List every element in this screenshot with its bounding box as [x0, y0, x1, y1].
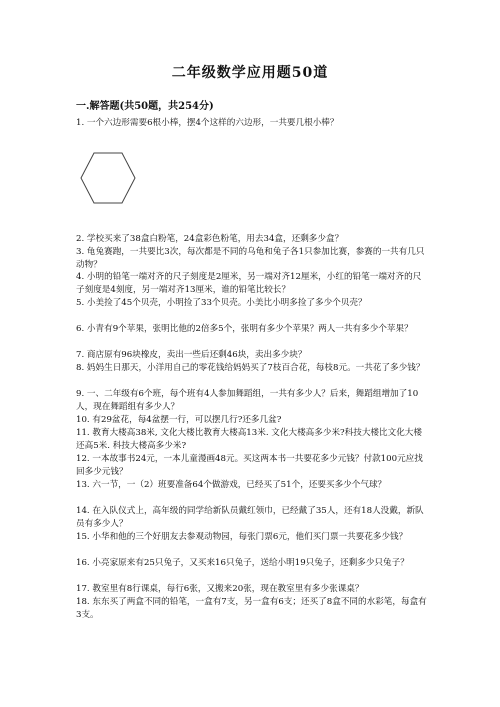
question-2: 2. 学校买来了38盒白粉笔，24盒彩色粉笔，用去34盒，还剩多少盒？ [76, 234, 344, 244]
question-9: 9. 一、二年级有6个班，每个班有4人参加舞蹈组，一共有多少人？后来，舞蹈组增加了10人，现在舞蹈组有多少人？ [76, 389, 419, 412]
question-17: 17. 教室里有8行课桌，每行6张，又搬来20张，现在教室里有多少张课桌？ [76, 584, 364, 594]
question-14: 14. 在入队仪式上，高年级的同学给新队员戴红领巾，已经戴了35人，还有18人没戴，新队员有多少人？ [76, 506, 424, 529]
question-10: 10. 有29盆花，每4盆摆一行，可以摆几行?还多几盆? [76, 415, 282, 425]
question-1: 1. 一个六边形需要6根小棒，摆4个这样的六边形，一共要几根小棒？ [76, 118, 339, 128]
page-title: 二年级数学应用题50道 [171, 65, 329, 81]
question-3: 3. 龟兔赛跑，一共要比3次，每次都是不同的乌龟和兔子各1只参加比赛，参赛的一共有几只动物？ [76, 247, 425, 270]
question-11: 11. 教育大楼高38米, 文化大楼比教育大楼高13米. 文化大楼高多少米?科技大楼比文化大楼还高5米. 科技大楼高多少米? [76, 428, 422, 451]
question-18: 18. 东东买了两盒不同的铅笔，一盒有7支，另一盒有6支；还买了8盒不同的水彩笔，每盒有3支。 [76, 597, 427, 620]
question-8: 8. 妈妈生日那天，小洋用自己的零花钱给妈妈买了7枝百合花，每枝8元。一共花了多少钱？ [76, 363, 425, 373]
question-13: 13. 六一节，一（2）班要准备64个做游戏，已经买了51个，还要买多少个气球？ [76, 480, 387, 490]
question-5: 5. 小美捡了45个贝壳，小明捡了33个贝壳。小美比小明多捡了多少个贝壳？ [76, 298, 367, 308]
hexagon-figure [80, 152, 136, 204]
question-7: 7. 商店原有96块橡皮，卖出一些后还剩46块，卖出多少块？ [76, 350, 307, 360]
question-12: 12. 一本故事书24元，一本儿童漫画48元。买这两本书一共要花多少元钱？付款100元应找回多少元钱？ [76, 454, 423, 477]
question-15: 15. 小华和他的三个好朋友去参观动物园，每张门票6元，他们买门票一共要花多少钱？ [76, 532, 408, 542]
section-heading: 一.解答题(共50题，共254分) [76, 101, 214, 112]
question-4: 4. 小明的铅笔一端对齐的尺子刻度是2厘米，另一端对齐12厘米，小红的铅笔一端对齐的尺子刻度是4刻度，另一端对齐13厘米，谁的铅笔比较长？ [76, 272, 422, 295]
question-6: 6. 小青有9个苹果，张明比他的2倍多5个，张明有多少个苹果？两人一共有多少个苹果？ [76, 324, 413, 334]
question-16: 16. 小亮家原来有25只兔子，又买来16只兔子，送给小明19只兔子，还剩多少只兔子？ [76, 558, 409, 568]
